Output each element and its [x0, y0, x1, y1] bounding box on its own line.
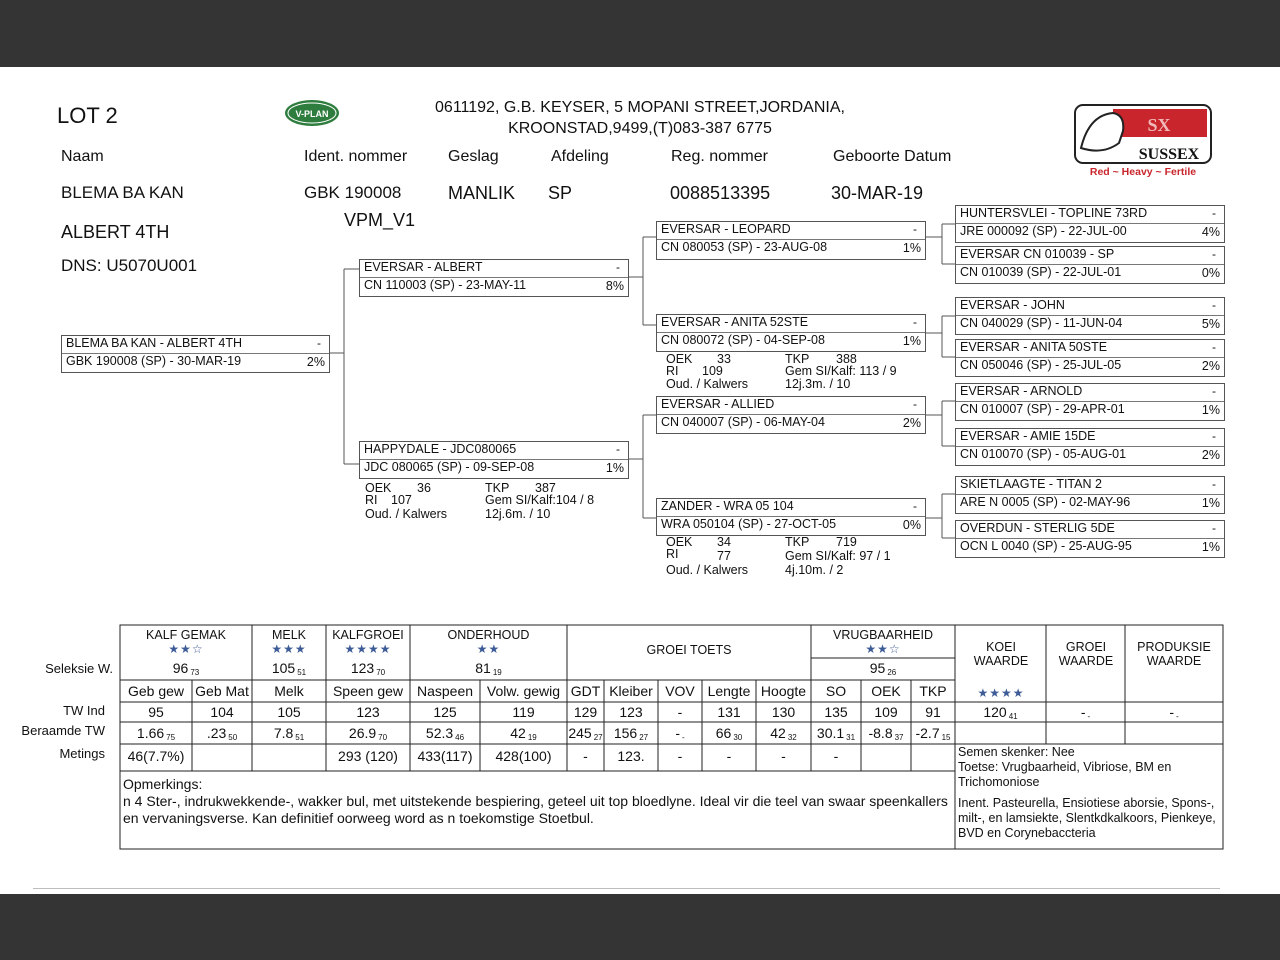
- column-header: VOV: [665, 683, 695, 699]
- pedigree-id: JRE 000092 (SP) - 22-JUL-00: [960, 224, 1127, 238]
- pedigree-id: CN 010070 (SP) - 05-AUG-01: [960, 447, 1127, 461]
- pedigree-name: EVERSAR - JOHN: [960, 298, 1065, 312]
- stat-value: 12j.3m. / 10: [785, 377, 851, 391]
- address-line-2: KROONSTAD,9499,(T)083-387 6775: [508, 120, 772, 137]
- pedigree-pct: 2%: [306, 355, 325, 369]
- pedigree-dash: -: [913, 499, 917, 513]
- label-ident: Ident. nommer: [304, 148, 408, 165]
- pedigree-dash: -: [1212, 247, 1216, 261]
- pedigree-id: GBK 190008 (SP) - 30-MAR-19: [66, 354, 242, 368]
- animal-name-2: ALBERT 4TH: [61, 222, 170, 242]
- metings-cell: -: [726, 748, 732, 764]
- tw-koei-waarde: 120 $_{41}$: [983, 704, 1018, 721]
- remarks: [123, 776, 949, 827]
- sussex-sx-text: SX: [1147, 115, 1171, 135]
- lot-number: LOT 2: [57, 103, 118, 128]
- pedigree-dash: -: [1212, 429, 1216, 443]
- pedigree-dash: -: [616, 260, 620, 274]
- pedigree-id: CN 080053 (SP) - 23-AUG-08: [661, 240, 828, 254]
- tw-ind-cell: 125: [433, 704, 457, 720]
- animal-dns: DNS: U5070U001: [61, 256, 198, 275]
- pedigree-pct: 1%: [1201, 496, 1220, 510]
- pedigree-id: OCN L 0040 (SP) - 25-AUG-95: [960, 539, 1132, 553]
- row-label-twind: TW Ind: [63, 703, 105, 718]
- pedigree-name: EVERSAR - ALLIED: [661, 397, 775, 411]
- beraamde-cell: 245 $_{27}$: [568, 725, 603, 742]
- stat-value: 387: [535, 481, 556, 495]
- stat-value: 109: [702, 364, 723, 378]
- sel-kalfgemak: 96 $_{73}$: [172, 660, 200, 677]
- tw-ind-cell: -: [677, 704, 683, 720]
- pedigree-dash: -: [317, 336, 321, 350]
- metings-cell: -: [677, 748, 683, 764]
- column-header: Hoogte: [760, 683, 807, 699]
- stat-label: RI: [365, 493, 378, 507]
- beraamde-cell: 66 $_{30}$: [715, 725, 743, 742]
- label-naam: Naam: [61, 148, 104, 165]
- pedigree-pct: 4%: [1201, 225, 1220, 239]
- group-kalfgemak: KALF GEMAK: [146, 628, 226, 642]
- tw-groei-waarde: - $_-$: [1080, 704, 1091, 721]
- pedigree-name: EVERSAR - ARNOLD: [960, 384, 1083, 398]
- health-notes: [958, 745, 1220, 841]
- stat-value: 33: [717, 352, 731, 366]
- column-header: TKP: [919, 683, 947, 699]
- stat-value: Gem SI/Kalf: 113 / 9: [785, 364, 897, 378]
- pedigree-id: WRA 050104 (SP) - 27-OCT-05: [661, 517, 837, 531]
- column-header: Lengte: [707, 683, 751, 699]
- column-header: Geb Mat: [195, 683, 249, 699]
- pedigree-dash: -: [1212, 206, 1216, 220]
- metings-cell: 428(100): [495, 748, 552, 764]
- semen-donor: Semen skenker: Nee: [958, 745, 1075, 759]
- tw-produksie-waarde: - $_-$: [1169, 704, 1179, 721]
- row-label-seleksie: Seleksie W.: [45, 661, 113, 676]
- remarks-title: Opmerkings:: [123, 776, 203, 792]
- pedigree-id: CN 010039 (SP) - 22-JUL-01: [960, 265, 1122, 279]
- stat-label: OEK: [666, 352, 693, 366]
- stat-value: 12j.6m. / 10: [485, 507, 551, 521]
- tw-ind-cell: 130: [771, 704, 796, 720]
- animal-afdeling: SP: [548, 183, 573, 203]
- tw-ind-cell: 104: [210, 704, 234, 720]
- pedigree-pct: 1%: [605, 461, 624, 475]
- label-reg: Reg. nommer: [671, 148, 768, 165]
- pedigree-pct: 8%: [605, 279, 624, 293]
- group-produksie-waarde: PRODUKSIE WAARDE: [1137, 640, 1211, 668]
- label-geboorte: Geboorte Datum: [833, 148, 952, 165]
- pedigree-dash: -: [913, 222, 917, 236]
- beraamde-cell: .23 $_{50}$: [206, 725, 238, 742]
- metings-cell: 46(7.7%): [127, 748, 185, 764]
- pedigree-name: SKIETLAAGTE - TITAN 2: [960, 477, 1102, 491]
- tw-ind-cell: 123: [356, 704, 380, 720]
- animal-geslag: MANLIK: [448, 183, 516, 203]
- tw-ind-cell: 95: [148, 704, 164, 720]
- tw-ind-cell: 123: [619, 704, 643, 720]
- pedigree-dash: -: [1212, 477, 1216, 491]
- pedigree-pct: 1%: [902, 334, 921, 348]
- column-header: Volw. gewig: [486, 683, 561, 699]
- column-header: SO: [825, 683, 847, 699]
- sel-melk: 105 $_{51}$: [271, 660, 307, 677]
- group-onderhoud: ONDERHOUD: [447, 628, 530, 642]
- pedigree-pct: 1%: [1201, 540, 1220, 554]
- pedigree-pct: 5%: [1201, 317, 1220, 331]
- group-groei-waarde: GROEI WAARDE: [1058, 640, 1114, 668]
- pedigree-dash: -: [1212, 384, 1216, 398]
- tw-ind-cell: 109: [874, 704, 898, 720]
- pedigree-pct: 1%: [902, 241, 921, 255]
- pedigree-id: CN 010007 (SP) - 29-APR-01: [960, 402, 1125, 416]
- stat-label: Oud. / Kalwers: [666, 377, 748, 391]
- remarks-text: n 4 Ster-, indrukwekkende-, wakker bul, met uitstekende bespiering, geteel uit top bloedlyne. Ideal vir die teel van swaar speenkallers en vervaningsverse. Kan definitief oorweeg word as n toekomstige Stoetbul.: [123, 793, 948, 826]
- metings-cell: -: [781, 748, 786, 764]
- stat-label: Oud. / Kalwers: [365, 507, 447, 521]
- pedigree-id: CN 050046 (SP) - 25-JUL-05: [960, 358, 1122, 372]
- group-koei-waarde: KOEI WAARDE: [973, 640, 1029, 668]
- pedigree-dash: -: [1212, 298, 1216, 312]
- stat-value: 719: [836, 535, 857, 549]
- pedigree-name: EVERSAR - ALBERT: [364, 260, 483, 274]
- pedigree-pct: 0%: [1201, 266, 1220, 280]
- pedigree-pct: 0%: [902, 518, 921, 532]
- beraamde-cell: 30.1 $_{31}$: [816, 725, 856, 742]
- sussex-logo-text: SUSSEX: [1138, 146, 1200, 163]
- stat-label: TKP: [485, 481, 510, 495]
- stat-label: OEK: [666, 535, 693, 549]
- sel-vrugbaarheid: 95 $_{26}$: [869, 660, 897, 677]
- metings-cell: -: [833, 748, 839, 764]
- vrugbaarheid-stars-icon: ★★☆: [865, 642, 901, 656]
- melk-stars-icon: ★★★: [271, 642, 307, 656]
- pedigree-name: OVERDUN - STERLIG 5DE: [960, 521, 1115, 535]
- group-groeitoets: GROEI TOETS: [646, 643, 732, 657]
- sussex-logo-tagline: Red ~ Heavy ~ Fertile: [1089, 166, 1197, 178]
- pedigree-name: EVERSAR CN 010039 - SP: [960, 247, 1115, 261]
- pedigree-id: CN 040029 (SP) - 11-JUN-04: [960, 316, 1123, 330]
- pedigree-name: HAPPYDALE - JDC080065: [364, 442, 517, 456]
- pedigree-name: BLEMA BA KAN - ALBERT 4TH: [66, 336, 243, 350]
- sel-onderhoud: 81 $_{19}$: [475, 660, 502, 677]
- onderhoud-stars-icon: ★★: [476, 642, 501, 656]
- pedigree-id: CN 110003 (SP) - 23-MAY-11: [364, 278, 527, 292]
- column-header: OEK: [871, 683, 901, 699]
- pedigree-id: JDC 080065 (SP) - 09-SEP-08: [364, 460, 535, 474]
- pedigree-name: EVERSAR - ANITA 52STE: [661, 315, 809, 329]
- stat-label: RI: [666, 364, 679, 378]
- stat-value: 77: [717, 549, 731, 563]
- vplan-logo-text: V-PLAN: [295, 109, 329, 119]
- pedigree-dash: -: [1212, 521, 1216, 535]
- stat-label: TKP: [785, 535, 810, 549]
- tw-ind-cell: 105: [277, 704, 301, 720]
- column-header: Melk: [274, 683, 304, 699]
- group-melk: MELK: [271, 628, 307, 642]
- group-vrugbaarheid: VRUGBAARHEID: [832, 628, 934, 642]
- tw-ind-cell: 131: [717, 704, 741, 720]
- pedigree-name: EVERSAR - AMIE 15DE: [960, 429, 1096, 443]
- sel-kalfgroei: 123 $_{70}$: [350, 660, 386, 677]
- stat-value: 388: [836, 352, 857, 366]
- pedigree-name: HUNTERSVLEI - TOPLINE 73RD: [960, 206, 1148, 220]
- label-afdeling: Afdeling: [551, 148, 609, 165]
- column-header: GDT: [570, 683, 601, 699]
- pedigree-id: CN 040007 (SP) - 06-MAY-04: [661, 415, 825, 429]
- beraamde-cell: 156 $_{27}$: [613, 725, 649, 742]
- kalfgemak-stars-icon: ★★☆: [168, 642, 204, 656]
- stat-value: 36: [417, 481, 431, 495]
- pedigree-id: ARE N 0005 (SP) - 02-MAY-96: [960, 495, 1131, 509]
- stat-label: RI: [666, 547, 679, 561]
- pedigree-dash: -: [616, 442, 620, 456]
- animal-ident: GBK 190008: [304, 183, 402, 202]
- label-geslag: Geslag: [448, 148, 499, 165]
- beraamde-cell: 42 $_{32}$: [770, 725, 797, 742]
- tw-ind-cell: 129: [573, 704, 598, 720]
- pedigree-name: EVERSAR - ANITA 50STE: [960, 340, 1108, 354]
- stat-value: 107: [391, 493, 412, 507]
- animal-dob: 30-MAR-19: [831, 183, 924, 203]
- animal-name: BLEMA BA KAN: [61, 183, 184, 202]
- metings-cell: -: [583, 748, 588, 764]
- stat-value: 4j.10m. / 2: [785, 563, 844, 577]
- tw-ind-cell: 119: [512, 704, 535, 720]
- pedigree-name: EVERSAR - LEOPARD: [661, 222, 791, 236]
- vaccinations: Inent. Pasteurella, Ensiotiese aborsie, Spons-, milt-, en lamsiekte, Slentkdkalkoors, Pienkeye, BVD en Corynebaccteria: [958, 796, 1216, 840]
- stat-label: Oud. / Kalwers: [666, 563, 748, 577]
- beraamde-cell: -2.7 $_{15}$: [915, 725, 951, 742]
- stat-label: TKP: [785, 352, 810, 366]
- metings-cell: 433(117): [417, 748, 473, 764]
- beraamde-cell: -8.8 $_{37}$: [868, 725, 904, 742]
- pedigree-name: ZANDER - WRA 05 104: [661, 499, 794, 513]
- pedigree-pct: 2%: [1201, 448, 1220, 462]
- beraamde-cell: 26.9 $_{70}$: [348, 725, 388, 742]
- metings-cell: 293 (120): [338, 748, 398, 764]
- row-label-metings: Metings: [59, 746, 105, 761]
- pedigree-pct: 2%: [1201, 359, 1220, 373]
- pedigree-id: CN 080072 (SP) - 04-SEP-08: [661, 333, 825, 347]
- kalfgroei-stars-icon: ★★★★: [344, 642, 392, 656]
- animal-vpm: VPM_V1: [344, 210, 416, 230]
- stat-label: OEK: [365, 481, 392, 495]
- stat-value: Gem SI/Kalf:104 / 8: [485, 493, 595, 507]
- pedigree-dash: -: [913, 315, 917, 329]
- row-label-beraamde: Beraamde TW: [21, 723, 105, 738]
- metings-cell: 123.: [617, 748, 645, 764]
- tw-ind-cell: 135: [824, 704, 848, 720]
- pedigree-dash: -: [913, 397, 917, 411]
- column-header: Naspeen: [416, 683, 474, 699]
- beraamde-cell: 52.3 $_{46}$: [425, 725, 465, 742]
- address-line-1: 0611192, G.B. KEYSER, 5 MOPANI STREET,JORDANIA,: [435, 99, 845, 116]
- animal-reg: 0088513395: [670, 183, 771, 203]
- beraamde-cell: 1.66 $_{75}$: [136, 725, 176, 742]
- group-kalfgroei: KALFGROEI: [332, 628, 404, 642]
- beraamde-cell: 42 $_{19}$: [510, 725, 537, 742]
- koei-stars-icon: ★★★★: [977, 686, 1025, 700]
- pedigree-dash: -: [1212, 340, 1216, 354]
- pedigree-pct: 2%: [902, 416, 921, 430]
- column-header: Geb gew: [127, 683, 185, 699]
- stat-value: Gem SI/Kalf: 97 / 1: [785, 549, 891, 563]
- column-header: Speen gew: [332, 683, 404, 699]
- tests: Toetse: Vrugbaarheid, Vibriose, BM en Trichomoniose: [958, 760, 1172, 789]
- stat-value: 34: [717, 535, 731, 549]
- tw-ind-cell: 91: [925, 704, 941, 720]
- pedigree-pct: 1%: [1201, 403, 1220, 417]
- beraamde-cell: - $_-$: [675, 725, 685, 742]
- column-header: Kleiber: [609, 683, 653, 699]
- beraamde-cell: 7.8 $_{51}$: [273, 725, 305, 742]
